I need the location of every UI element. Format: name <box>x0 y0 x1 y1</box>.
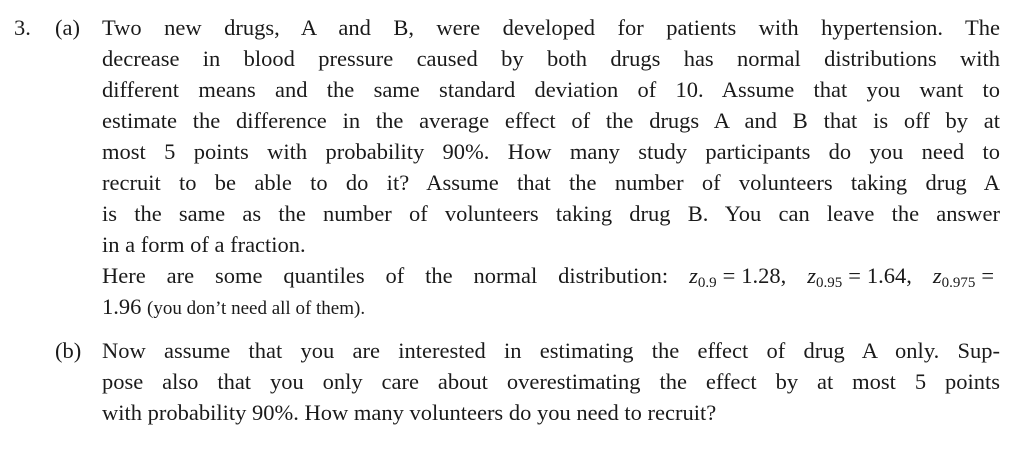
part-b-line: pose also that you only care about overestimating the effect by at most 5 points <box>102 369 1000 394</box>
quantile-z0975: $z_{0.975}$ = <box>932 263 995 291</box>
quantile-value: 1.28 <box>741 263 781 288</box>
quantile-subscript: 0.9 <box>697 275 717 291</box>
quantile-symbol: z <box>689 263 698 288</box>
part-b-line: with probability 90%. How many volunteers do you need to recruit? <box>102 400 717 425</box>
quantile-z09: $z_{0.9} = 1.28$, <box>689 263 787 291</box>
quantiles-note: (you don’t need all of them). <box>147 298 366 319</box>
problem-number: 3. <box>14 15 31 40</box>
quantile-value: 1.64 <box>866 263 907 288</box>
quantile-value: 1.96 <box>102 294 142 319</box>
part-a-body <box>102 12 1000 324</box>
part-a-line: in a form of a fraction. <box>102 232 306 257</box>
quantile-symbol: z <box>932 263 942 288</box>
part-a-line: recruit to be able to do it? Assume that the number of volunteers taking drug A <box>102 170 1000 195</box>
part-a-line: Two new drugs, A and B, were developed for patients with hypertension. The <box>102 15 1000 40</box>
part-b-label: (b) <box>55 338 82 363</box>
part-b-body <box>102 335 1000 428</box>
quantile-subscript: 0.95 <box>815 275 843 291</box>
quantile-z095: $z_{0.95} = 1.64$, <box>807 263 912 291</box>
quantiles-line <box>102 260 1000 291</box>
quantiles-intro: Here are some quantiles of the normal distribution: <box>102 263 669 288</box>
part-a-line: most 5 points with probability 90%. How many study participants do you need to <box>102 139 1000 164</box>
part-b-line: Now assume that you are interested in estimating the effect of drug A only. Sup- <box>102 338 1000 363</box>
quantile-symbol: z <box>807 263 816 288</box>
quantiles-line-2 <box>102 291 1000 324</box>
part-a-line: different means and the same standard deviation of 10. Assume that you want to <box>102 77 1000 102</box>
quantile-subscript: 0.975 <box>941 275 976 291</box>
part-a-line: is the same as the number of volunteers taking drug B. You can leave the answer <box>102 201 1000 226</box>
part-a-label: (a) <box>55 15 80 40</box>
part-a-line: decrease in blood pressure caused by both drugs has normal distributions with <box>102 46 1000 71</box>
part-a-line: estimate the difference in the average effect of the drugs A and B that is off by at <box>102 108 1000 133</box>
